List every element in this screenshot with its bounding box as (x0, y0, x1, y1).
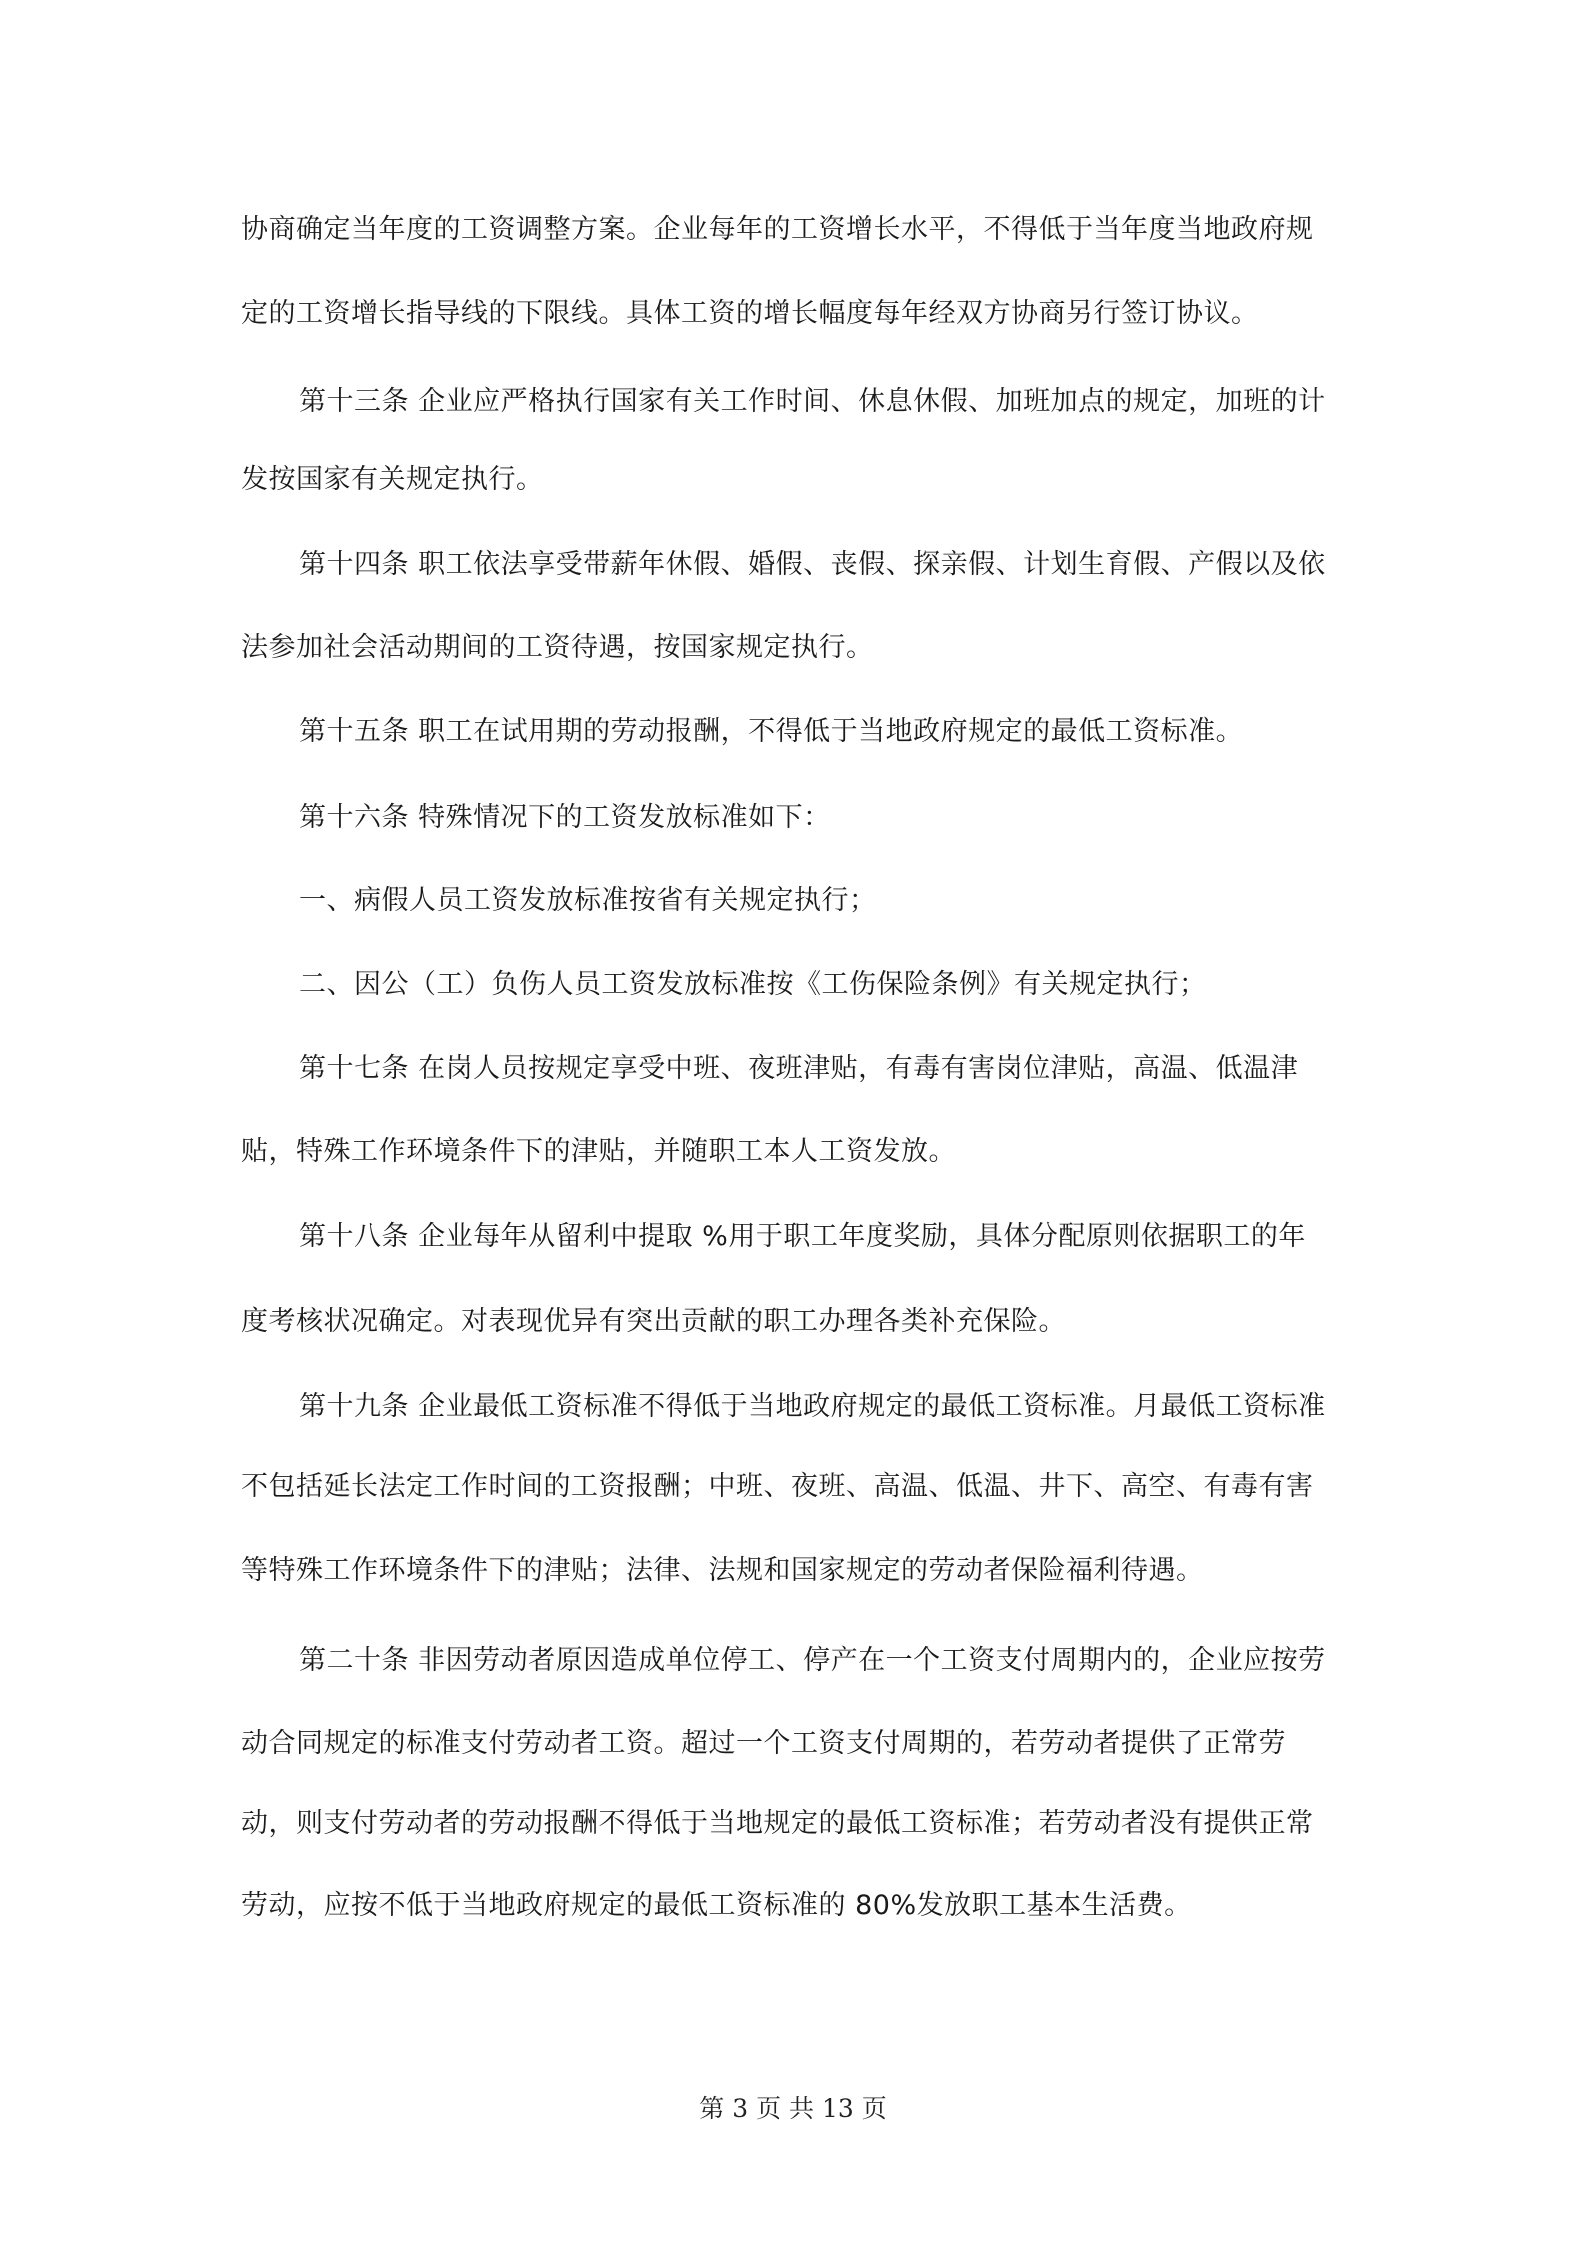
body-text-line: 不包括延长法定工作时间的工资报酬；中班、夜班、高温、低温、井下、高空、有毒有害 (241, 1471, 1314, 1502)
article-18-heading-line: 第十八条 企业每年从留利中提取 %用于职工年度奖励，具体分配原则依据职工的年 (299, 1221, 1306, 1252)
body-text-line: 法参加社会活动期间的工资待遇，按国家规定执行。 (241, 632, 874, 663)
body-text-line: 动，则支付劳动者的劳动报酬不得低于当地规定的最低工资标准；若劳动者没有提供正常 (241, 1808, 1314, 1839)
body-text-line: 动合同规定的标准支付劳动者工资。超过一个工资支付周期的，若劳动者提供了正常劳 (241, 1728, 1286, 1759)
article-14-heading-line: 第十四条 职工依法享受带薪年休假、婚假、丧假、探亲假、计划生育假、产假以及依 (299, 549, 1326, 580)
body-text-line: 定的工资增长指导线的下限线。具体工资的增长幅度每年经双方协商另行签订协议。 (241, 298, 1259, 329)
article-19-heading-line: 第十九条 企业最低工资标准不得低于当地政府规定的最低工资标准。月最低工资标准 (299, 1391, 1326, 1422)
body-text-line: 劳动，应按不低于当地政府规定的最低工资标准的 80%发放职工基本生活费。 (241, 1890, 1192, 1921)
article-13-heading-line: 第十三条 企业应严格执行国家有关工作时间、休息休假、加班加点的规定，加班的计 (299, 386, 1326, 417)
list-item-2: 二、因公（工）负伤人员工资发放标准按《工伤保险条例》有关规定执行； (299, 969, 1207, 1000)
body-text-line: 度考核状况确定。对表现优异有突出贡献的职工办理各类补充保险。 (241, 1306, 1066, 1337)
list-item-1: 一、病假人员工资发放标准按省有关规定执行； (299, 885, 877, 916)
page-number-footer: 第 3 页 共 13 页 (699, 2094, 887, 2123)
body-text-line: 等特殊工作环境条件下的津贴；法律、法规和国家规定的劳动者保险福利待遇。 (241, 1555, 1204, 1586)
article-17-heading-line: 第十七条 在岗人员按规定享受中班、夜班津贴，有毒有害岗位津贴，高温、低温津 (299, 1053, 1299, 1084)
article-16-line: 第十六条 特殊情况下的工资发放标准如下： (299, 802, 831, 833)
body-text-line: 贴，特殊工作环境条件下的津贴，并随职工本人工资发放。 (241, 1136, 956, 1167)
article-20-heading-line: 第二十条 非因劳动者原因造成单位停工、停产在一个工资支付周期内的，企业应按劳 (299, 1645, 1326, 1676)
article-15-line: 第十五条 职工在试用期的劳动报酬，不得低于当地政府规定的最低工资标准。 (299, 716, 1244, 747)
body-text-line: 协商确定当年度的工资调整方案。企业每年的工资增长水平，不得低于当年度当地政府规 (241, 214, 1314, 245)
body-text-line: 发按国家有关规定执行。 (241, 464, 544, 495)
